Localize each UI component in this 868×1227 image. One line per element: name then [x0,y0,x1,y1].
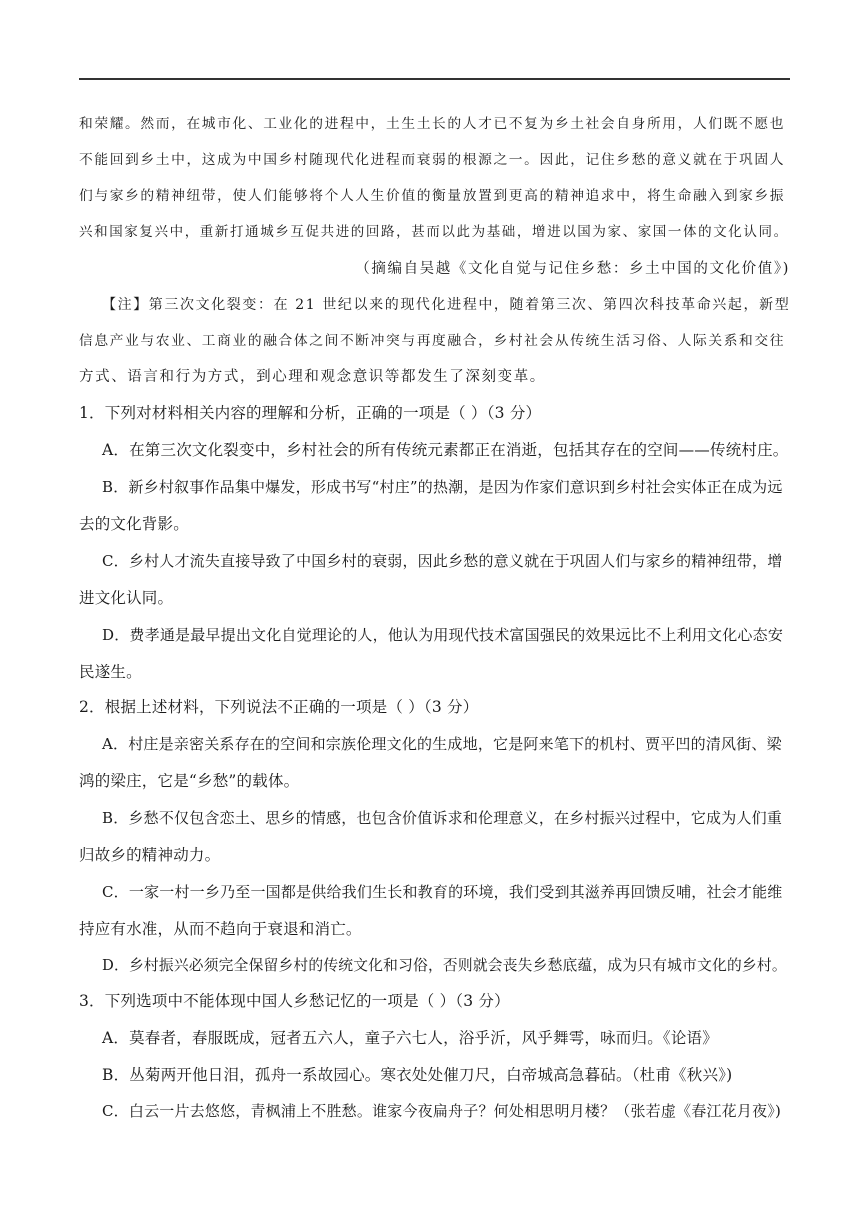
passage-line: 和荣耀。然而，在城市化、工业化的进程中，土生土长的人才已不复为乡土社会自身所用，人们既不愿也 [79,116,786,132]
option-c: C．乡村人才流失直接导致了中国乡村的衰弱，因此乡愁的意义就在于巩固人们与家乡的精神纽带，增 [102,552,783,570]
header-rule [79,78,790,80]
note-line: 方式、语言和行为方式，到心理和观念意识等都发生了深刻变革。 [79,369,546,385]
option-d: D．乡村振兴必须完全保留乡村的传统文化和习俗，否则就会丧失乡愁底蕴，成为只有城市文化的乡村。 [102,957,787,974]
option-c-cont: 进文化认同。 [79,589,174,607]
option-c-cont: 持应有水准，从而不趋向于衰退和消亡。 [79,920,362,938]
passage-line: 们与家乡的精神纽带，使人们能够将个人人生价值的衡量放置到更高的精神追求中，将生命融入到家乡振 [79,188,786,204]
option-a: A．莫春者，春服既成，冠者五六人，童子六七人，浴乎沂，风乎舞雩，咏而归。《论语》 [102,1029,718,1047]
option-d: D．费孝通是最早提出文化自觉理论的人，他认为用现代技术富国强民的效果远比不上利用文化心态安 [102,626,784,644]
option-b: B．丛菊两开他日泪，孤舟一系故园心。寒衣处处催刀尺，白帝城高急暮砧。（杜甫《秋兴》) [102,1066,733,1084]
option-a: A．在第三次文化裂变中，乡村社会的所有传统元素都正在消逝，包括其存在的空间——传统村庄。 [102,441,789,459]
note-line: 【注】第三次文化裂变：在 21 世纪以来的现代化进程中，随着第三次、第四次科技革命兴起，新型 [102,297,791,313]
passage-line: 兴和国家复兴中，重新打通城乡互促共进的回路，甚而以此为基础，增进以国为家、家国一体的文化认同。 [79,224,789,240]
option-b: B．乡愁不仅包含恋土、思乡的情感，也包含价值诉求和伦理意义，在乡村振兴过程中，它成为人们重 [102,809,783,827]
note-line: 信息产业与农业、工商业的融合体之间不断冲突与再度融合，乡村社会从传统生活习俗、人际关系和交往 [79,333,786,349]
option-b-cont: 去的文化背影。 [79,515,189,533]
passage-line: 不能回到乡土中，这成为中国乡村随现代化进程而衰弱的根源之一。因此，记住乡愁的意义就在于巩固人 [79,152,786,168]
option-d-cont: 民遂生。 [79,663,142,681]
question-stem: 1．下列对材料相关内容的理解和分析，正确的一项是（ ）（3 分） [79,404,542,422]
option-c: C．白云一片去悠悠，青枫浦上不胜愁。谁家今夜扁舟子？何处相思明月楼？（张若虚《春江花月夜》) [102,1102,782,1120]
option-a: A．村庄是亲密关系存在的空间和宗族伦理文化的生成地，它是阿来笔下的机村、贾平凹的清风街、梁 [102,735,782,753]
option-b-cont: 归故乡的精神动力。 [79,846,221,864]
option-b: B．新乡村叙事作品集中爆发，形成书写“村庄”的热潮，是因为作家们意识到乡村社会实体正在成为远 [102,478,783,496]
question-stem: 3．下列选项中不能体现中国人乡愁记忆的一项是（ ）（3 分） [79,992,510,1010]
question-stem: 2．根据上述材料，下列说法不正确的一项是（ ）（3 分） [79,698,479,716]
option-a-cont: 鸿的梁庄，它是“乡愁”的载体。 [79,772,300,790]
source-citation: （摘编自吴越《文化自觉与记住乡愁：乡土中国的文化价值》) [355,261,790,277]
option-c: C．一家一村一乡乃至一国都是供给我们生长和教育的环境，我们受到其滋养再回馈反哺，社会才能维 [102,883,783,901]
